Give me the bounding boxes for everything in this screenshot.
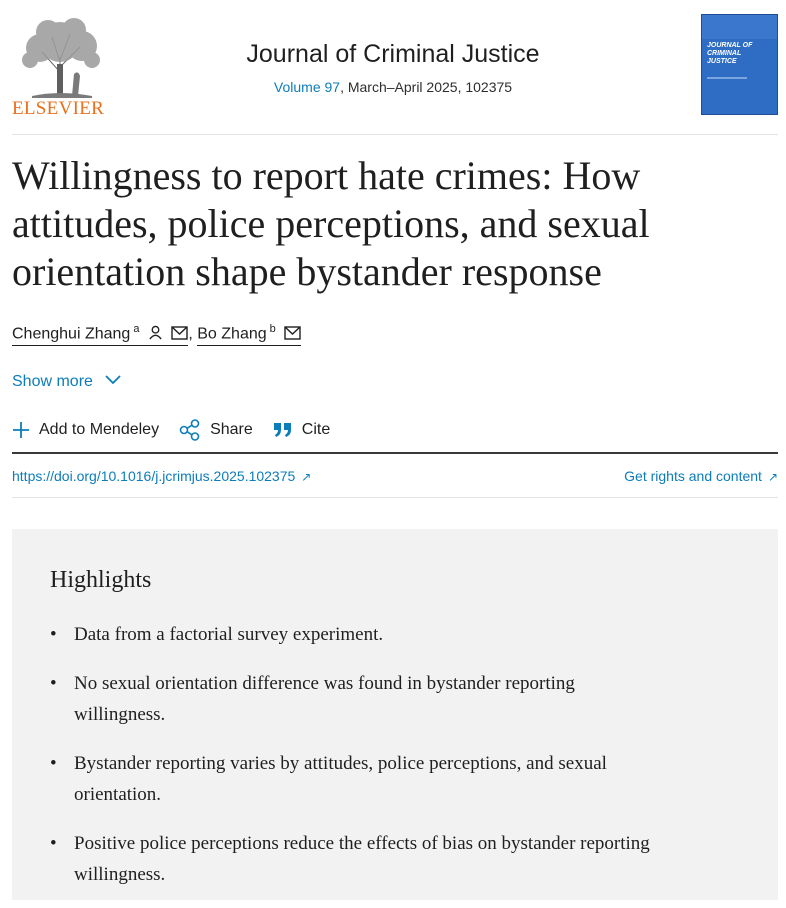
header-divider <box>12 134 778 135</box>
journal-title[interactable]: Journal of Criminal Justice <box>246 40 540 68</box>
list-item <box>50 748 670 810</box>
highlights-list <box>50 619 670 908</box>
highlight-text: Bystander reporting varies by attitudes, police perceptions, and sexual orientation. <box>74 753 607 805</box>
list-item <box>50 668 670 730</box>
bullet-icon: • <box>50 753 57 774</box>
external-arrow-icon: ↗ <box>301 470 312 484</box>
external-arrow-icon: ↗ <box>767 470 778 484</box>
issue-details: , March–April 2025, 102375 <box>340 79 513 95</box>
doi-link[interactable] <box>12 468 311 484</box>
cite-button[interactable] <box>273 421 330 439</box>
journal-issue-info <box>0 79 786 95</box>
chevron-down-icon <box>105 375 121 385</box>
plus-icon <box>12 421 30 439</box>
volume-link[interactable]: Volume 97 <box>273 79 341 95</box>
person-icon <box>148 325 163 340</box>
bullet-icon: • <box>50 673 57 694</box>
bullet-icon: • <box>50 624 57 645</box>
journal-cover-image[interactable] <box>701 14 778 115</box>
links-divider <box>12 497 778 498</box>
cover-rule <box>707 77 747 79</box>
envelope-icon[interactable] <box>284 326 301 340</box>
highlights-panel <box>12 529 778 900</box>
article-title: Willingness to report hate crimes: How attitudes, police perceptions, and sexual orientation shape bystander response <box>12 153 650 294</box>
cite-label: Cite <box>301 421 331 438</box>
highlight-text: Positive police perceptions reduce the effects of bias on bystander reporting willingness. <box>74 833 650 885</box>
list-item <box>50 619 670 650</box>
rights-text: Get rights and content <box>624 468 762 484</box>
affiliation-marker: a <box>133 323 140 335</box>
quote-icon <box>273 422 293 438</box>
mendeley-label: Add to Mendeley <box>39 421 160 438</box>
share-icon <box>179 419 201 441</box>
author-name: Chenghui Zhang <box>12 325 131 343</box>
author-list <box>12 323 301 346</box>
author-link[interactable] <box>197 323 301 346</box>
cover-title: JOURNAL OF CRIMINAL JUSTICE <box>707 42 753 65</box>
envelope-icon[interactable] <box>171 326 188 340</box>
add-to-mendeley-button[interactable] <box>12 421 159 439</box>
share-label: Share <box>210 421 253 438</box>
article-actions <box>12 418 350 442</box>
list-item <box>50 828 670 890</box>
actions-divider <box>12 452 778 454</box>
bullet-icon: • <box>50 833 57 854</box>
cover-banner <box>702 15 777 39</box>
rights-link[interactable] <box>624 468 778 484</box>
author-link[interactable] <box>12 323 188 346</box>
doi-text: https://doi.org/10.1016/j.jcrimjus.2025.102375 <box>12 468 296 484</box>
highlights-heading: Highlights <box>50 567 152 593</box>
author-name: Bo Zhang <box>197 325 267 343</box>
author-separator: , <box>188 325 193 343</box>
elsevier-wordmark: ELSEVIER <box>12 98 105 119</box>
journal-header <box>0 0 786 135</box>
share-button[interactable] <box>179 419 253 441</box>
show-more-button[interactable] <box>12 373 121 391</box>
affiliation-marker: b <box>269 323 276 335</box>
highlight-text: No sexual orientation difference was found in bystander reporting willingness. <box>74 673 575 725</box>
show-more-label: Show more <box>12 373 93 390</box>
highlight-text: Data from a factorial survey experiment. <box>74 624 384 645</box>
